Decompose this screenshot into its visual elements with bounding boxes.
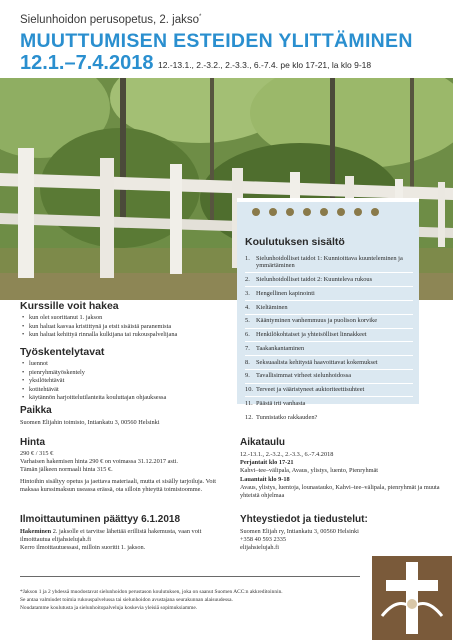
dot-icon — [320, 208, 328, 216]
dot-icon — [303, 208, 311, 216]
footnote-line: Noudatamme koulutusta ja sielunhoitopalveluja koskevia yleisiä sopimuksiamme. — [20, 605, 198, 611]
supertitle-mark: * — [199, 14, 202, 21]
registration-text: Hakeminen 2. jaksolle ei tarvitse lähettää erillistä hakemusta, vaan voit ilmoittautua elijahsielujah.fi Kerro ilmoittautuessasi, milloin suoritit 1. jakson. — [20, 528, 202, 552]
dot-icon — [252, 208, 260, 216]
list-item: • kotitehtävät — [22, 386, 232, 395]
contact-text — [240, 528, 440, 553]
decorative-dots — [252, 208, 379, 216]
contact-address: Suomen Elijah ry, Intiankatu 3, 00560 Helsinki — [240, 528, 359, 535]
friday-program: Kahvi–tee–välipala, Avaus, ylistys, luento, Pienryhmät — [240, 467, 379, 475]
schedule-text — [240, 451, 440, 500]
list-item: 12. Tunnistatko rakkauden? — [245, 410, 413, 424]
section-title-apply: Kurssille voit hakea — [20, 300, 119, 312]
footnote-line: Se antaa valmiudet toimia rukouspalvelussa tai sielunhoidon avustajana seurakunnan alaisuudessa. — [20, 597, 233, 603]
section-title-contact: Yhteystiedot ja tiedustelut: — [240, 514, 368, 525]
dot-icon — [337, 208, 345, 216]
friday-label: Perjantait klo 17-21 — [240, 459, 294, 467]
list-item: • kun olet suorittanut 1. jakson — [22, 314, 232, 323]
section-title-registration: Ilmoittautuminen päättyy 6.1.2018 — [20, 514, 181, 525]
apply-list — [22, 314, 232, 340]
price-details: Hintoihin sisältyy opetus ja jaettava materiaali, mutta ei sisälly tarjoiluja. Voit maksaa kurssimaksun useassa erässä, ota silloin yhteyttä toimistoomme. — [20, 477, 216, 493]
footer-divider — [20, 576, 360, 577]
dot-icon — [286, 208, 294, 216]
organization-logo — [372, 556, 452, 640]
course-dates: 12.1.–7.4.2018 — [20, 52, 154, 74]
registration-note: Kerro ilmoittautuessasi, milloin suoritit 1. jakson. — [20, 544, 146, 552]
list-item: • kun haluat kasvaa kristittynä ja etsit sisäistä paranemista — [22, 323, 232, 332]
dot-icon — [269, 208, 277, 216]
contact-phone[interactable]: +358 40 593 2335 — [240, 536, 287, 544]
list-item: 2. Sielunhoidolliset taidot 2: Kuunteleva rukous — [245, 272, 413, 286]
list-item: 5. Kääntyminen vanhemmuus ja puolison korvike — [245, 314, 413, 328]
course-content-list — [245, 252, 413, 424]
contact-website[interactable]: elijahsielujah.fi — [240, 544, 279, 552]
methods-list — [22, 360, 232, 403]
content-box-title: Koulutuksen sisältö — [245, 236, 345, 248]
list-item: 3. Hengellinen kapinointi — [245, 286, 413, 300]
list-item: 6. Henkilökohtaiset ja yhteisölliset linnakkeet — [245, 328, 413, 342]
session-dates: 12.-13.1., 2.-3.2., 2.-3.3., 6.-7.4. pe klo 17-21, la klo 9-18 — [158, 60, 372, 70]
saturday-program: Avaus, ylistys, luentoja, lounastauko, Kahvi–tee–välipala, pienryhmät ja muuta yhteistä ohjelmaa — [240, 483, 440, 500]
section-title-place: Paikka — [20, 405, 52, 416]
saturday-label: Lauantait klo 9-18 — [240, 475, 290, 483]
list-item: 11. Päästä irti vanhasta — [245, 396, 413, 410]
section-title-schedule: Aikataulu — [240, 437, 286, 448]
supertitle-text: Sielunhoidon perusopetus, 2. jakso — [20, 14, 200, 26]
footnote-line: *Jakson 1 ja 2 yhdessä muodostavat sielunhoidon perustason koulutuksen, joka on saanut Suomen ACC:n akkreditoinnin. — [20, 589, 283, 595]
footnote — [20, 588, 360, 612]
section-title-price: Hinta — [20, 437, 45, 448]
price-line-1: 290 € / 315 € Varhaisen hakemisen hinta 290 € on voimassa 31.12.2017 asti. Tämän jälkeen normaali hinta 315 €. — [20, 450, 178, 474]
list-item: 4. Kieltäminen — [245, 300, 413, 314]
dot-icon — [354, 208, 362, 216]
page-title: MUUTTUMISEN ESTEIDEN YLITTÄMINEN — [20, 30, 413, 52]
list-item: • yksilötehtävät — [22, 377, 232, 386]
list-item: • luennot — [22, 360, 232, 369]
schedule-dates: 12.-13.1., 2.-3.2., 2.-3.3., 6.-7.4.2018 — [240, 451, 334, 458]
place-text: Suomen Elijahin toimisto, Intiankatu 3, 00560 Helsinki — [20, 419, 160, 426]
list-item: • pienryhmätyöskentely — [22, 369, 232, 378]
list-item: 10. Terveet ja vääristyneet auktoriteettisuhteet — [245, 383, 413, 397]
section-title-methods: Työskentelytavat — [20, 346, 105, 358]
list-item: • käytännön harjoittelutilanteita kouluttajan ohjauksessa — [22, 394, 232, 403]
registration-bold: Hakeminen — [20, 528, 52, 535]
supertitle — [20, 14, 201, 26]
list-item: 9. Tavallisimmat virheet sielunhoidossa — [245, 369, 413, 383]
list-item: 1. Sielunhoidolliset taidot 1: Kunnioittava kuunteleminen ja ymmärtäminen — [245, 254, 403, 270]
list-item: 7. Taakankantaminen — [245, 341, 413, 355]
price-text — [20, 450, 230, 497]
list-item: 8. Seksuaalista kehitystä haavoittavat kokemukset — [245, 355, 413, 369]
dot-icon — [371, 208, 379, 216]
list-item: • kun haluat kehittyä rinnalla kulkijana tai rukouspalvelijana — [22, 331, 232, 340]
